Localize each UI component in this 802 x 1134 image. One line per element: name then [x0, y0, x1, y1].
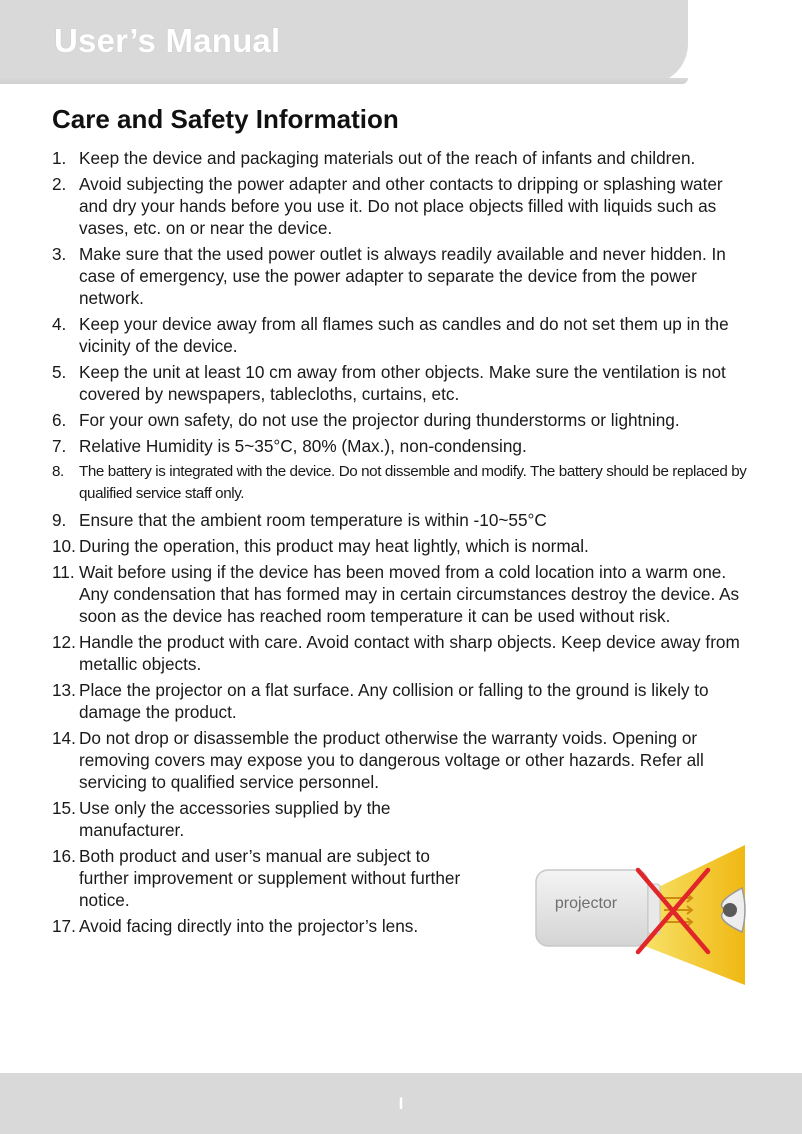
list-item	[52, 409, 752, 431]
list-item	[52, 243, 752, 309]
light-arrows	[664, 894, 692, 926]
item-number: 17.	[52, 916, 76, 936]
list-item	[52, 147, 752, 169]
item-text: Place the projector on a flat surface. Any collision or falling to the ground is likely to damage the product.	[79, 680, 709, 722]
item-number: 10.	[52, 536, 76, 556]
item-number: 11.	[52, 562, 75, 582]
item-number: 1.	[52, 148, 67, 168]
section-title: Care and Safety Information	[52, 104, 399, 134]
list-item	[52, 435, 752, 457]
list-item	[52, 313, 752, 357]
page-number: I	[398, 1094, 404, 1113]
list-item	[52, 535, 752, 557]
item-text: The battery is integrated with the device. Do not dissemble and modify. The battery should be replaced by qualified service staff only.	[79, 463, 747, 502]
item-text: For your own safety, do not use the projector during thunderstorms or lightning.	[79, 410, 680, 430]
item-number: 5.	[52, 362, 67, 382]
list-item	[52, 797, 752, 841]
item-text: Relative Humidity is 5~35°C, 80% (Max.), non-condensing.	[79, 436, 527, 456]
list-item	[52, 561, 752, 627]
list-item	[52, 461, 752, 505]
item-number: 9.	[52, 510, 67, 530]
projector-label: projector	[554, 895, 618, 912]
item-number: 3.	[52, 244, 67, 264]
safety-rules-list	[52, 147, 752, 941]
item-number: 7.	[52, 436, 67, 456]
item-text: Make sure that the used power outlet is always readily available and never hidden. In case of emergency, use the power adapter to separate the device from the power network.	[79, 244, 726, 308]
item-text: Do not drop or disassemble the product otherwise the warranty voids. Opening or removing covers may expose you to dangerous voltage or other hazards. Refer all servicing to qualified service personnel.	[79, 728, 704, 792]
list-item	[52, 173, 752, 239]
item-text: Both product and user’s manual are subject to further improvement or supplement without further notice.	[79, 846, 461, 910]
item-number: 16.	[52, 846, 76, 866]
no-looking-into-lens-icon	[530, 840, 770, 990]
list-item	[52, 631, 752, 675]
item-text: Handle the product with care. Avoid contact with sharp objects. Keep device away from metallic objects.	[79, 632, 740, 674]
item-text: Wait before using if the device has been moved from a cold location into a warm one. Any condensation that has formed may in certain circumstances destroy the device. As soon as the device has reached room temperature it can be used without risk.	[79, 562, 740, 626]
list-item	[52, 361, 752, 405]
item-text: Keep your device away from all flames such as candles and do not set them up in the vicinity of the device.	[79, 314, 729, 356]
item-text: During the operation, this product may heat lightly, which is normal.	[79, 536, 589, 556]
item-number: 14.	[52, 728, 76, 748]
item-number: 13.	[52, 680, 76, 700]
header-tab	[0, 0, 688, 84]
item-number: 4.	[52, 314, 67, 334]
item-number: 12.	[52, 632, 76, 652]
item-number: 6.	[52, 410, 67, 430]
list-item	[52, 727, 752, 793]
item-number: 8.	[52, 463, 64, 480]
item-text: Avoid facing directly into the projector’s lens.	[79, 916, 419, 936]
item-text: Keep the unit at least 10 cm away from other objects. Make sure the ventilation is not covered by newspapers, tablecloths, curtains, etc.	[79, 362, 726, 404]
item-number: 2.	[52, 174, 67, 194]
list-item	[52, 509, 752, 531]
item-number: 15.	[52, 798, 76, 818]
list-item	[52, 679, 752, 723]
item-text: Use only the accessories supplied by the manufacturer.	[79, 798, 391, 840]
item-text: Avoid subjecting the power adapter and other contacts to dripping or splashing water and dry your hands before you use it. Do not place objects filled with liquids such as vases, etc. on or near the device.	[79, 174, 723, 238]
item-text: Ensure that the ambient room temperature is within -10~55°C	[79, 510, 547, 530]
manual-title: User’s Manual	[54, 22, 281, 59]
item-text: Keep the device and packaging materials out of the reach of infants and children.	[79, 148, 696, 168]
